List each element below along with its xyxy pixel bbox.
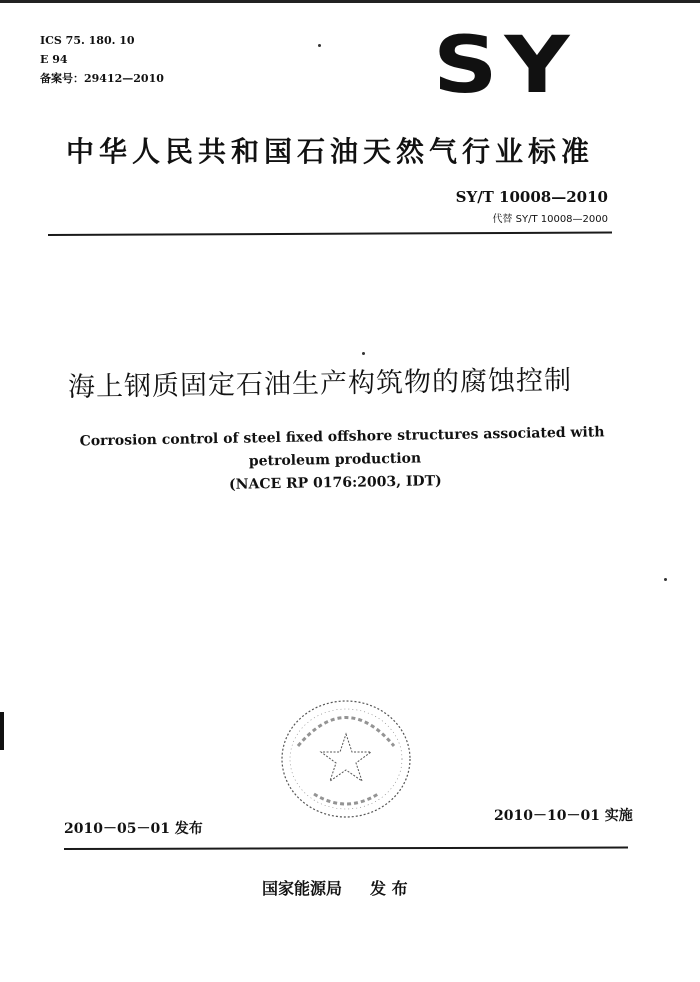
scan-speck <box>362 352 365 355</box>
top-divider <box>48 232 612 236</box>
official-seal-stamp <box>276 694 416 824</box>
issuer-action: 发 布 <box>370 879 408 898</box>
implementation-date: 2010－10－01 实施 <box>494 808 633 824</box>
scan-edge-mark <box>0 712 4 750</box>
title-en-line-3: (NACE RP 0176:2003, IDT) <box>228 473 442 493</box>
title-en-line-2: petroleum production <box>248 450 422 470</box>
classification-block <box>40 31 164 88</box>
scan-speck <box>664 578 667 581</box>
sy-logo: SY <box>433 21 577 111</box>
document-title-en <box>79 422 605 500</box>
ccs-code: E 94 <box>40 53 68 66</box>
issuer-name: 国家能源局 <box>262 879 343 898</box>
replaces-standard: 代替 SY/T 10008—2000 <box>492 214 608 225</box>
standard-category-title: 中华人民共和国石油天然气行业标准 <box>66 135 595 168</box>
publish-date: 2010－05－01 发布 <box>64 821 203 837</box>
record-number: 备案号：29412—2010 <box>40 72 164 85</box>
scan-speck <box>318 44 321 47</box>
ics-code: ICS 75. 180. 10 <box>40 34 135 47</box>
document-title-zh: 海上钢质固定石油生产构筑物的腐蚀控制 <box>67 364 573 403</box>
bottom-divider <box>64 847 628 850</box>
title-en-line-1: Corrosion control of steel fixed offshore structures associated with <box>79 424 605 450</box>
issuing-authority <box>262 876 436 899</box>
top-border-line <box>0 0 700 3</box>
standard-code: SY/T 10008—2010 <box>455 188 608 206</box>
